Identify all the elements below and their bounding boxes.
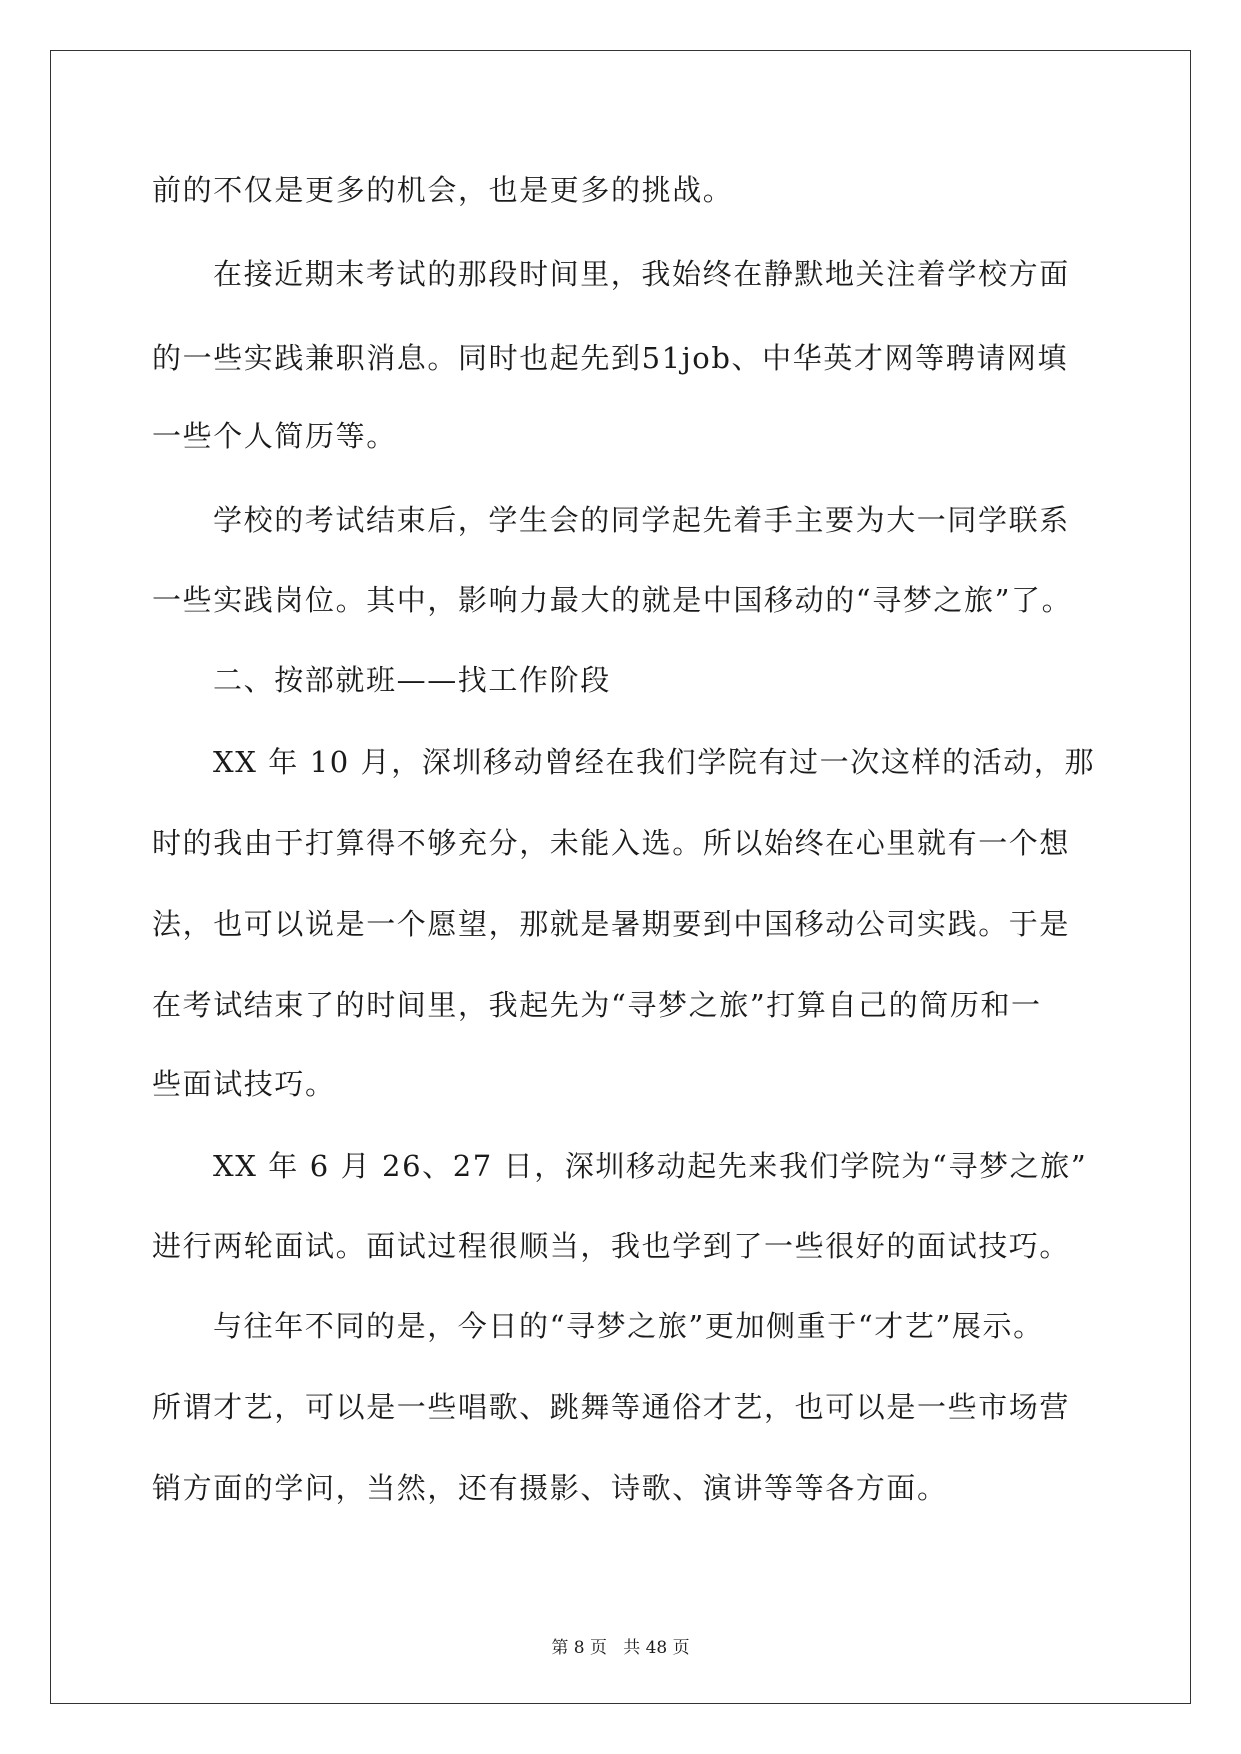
paragraph-line: 些面试技巧。 <box>152 1067 336 1101</box>
paragraph-line: 与往年不同的是，今日的“寻梦之旅”更加侧重于“才艺”展示。 <box>213 1309 1044 1343</box>
paragraph-line: 一些个人简历等。 <box>152 419 397 453</box>
paragraph-line: XX 年 10 月，深圳移动曾经在我们学院有过一次这样的活动，那 <box>213 745 1096 779</box>
paragraph-line: 前的不仅是更多的机会，也是更多的挑战。 <box>152 173 734 207</box>
paragraph-line: 在考试结束了的时间里，我起先为“寻梦之旅”打算自己的简历和一 <box>152 988 1042 1022</box>
paragraph-line: 法，也可以说是一个愿望，那就是暑期要到中国移动公司实践。于是 <box>152 907 1071 941</box>
paragraph-line: 学校的考试结束后，学生会的同学起先着手主要为大一同学联系 <box>213 503 1070 537</box>
page-number: 第 8 页 <box>551 1638 607 1658</box>
paragraph-line: XX 年 6 月 26、27 日，深圳移动起先来我们学院为“寻梦之旅” <box>213 1149 1088 1183</box>
paragraph-line: 时的我由于打算得不够充分，未能入选。所以始终在心里就有一个想 <box>152 826 1071 860</box>
page-total: 共 48 页 <box>623 1638 690 1658</box>
page-border <box>50 50 1191 1704</box>
page-footer <box>0 1636 1241 1660</box>
section-heading: 二、按部就班——找工作阶段 <box>213 663 611 697</box>
paragraph-line: 一些实践岗位。其中，影响力最大的就是中国移动的“寻梦之旅”了。 <box>152 583 1073 617</box>
paragraph-line: 所谓才艺，可以是一些唱歌、跳舞等通俗才艺，也可以是一些市场营 <box>152 1390 1071 1424</box>
paragraph-line: 的一些实践兼职消息。同时也起先到51job、中华英才网等聘请网填 <box>152 341 1069 375</box>
paragraph-line: 在接近期末考试的那段时间里，我始终在静默地关注着学校方面 <box>213 257 1070 291</box>
paragraph-line: 销方面的学问，当然，还有摄影、诗歌、演讲等等各方面。 <box>152 1471 948 1505</box>
paragraph-line: 进行两轮面试。面试过程很顺当，我也学到了一些很好的面试技巧。 <box>152 1229 1071 1263</box>
